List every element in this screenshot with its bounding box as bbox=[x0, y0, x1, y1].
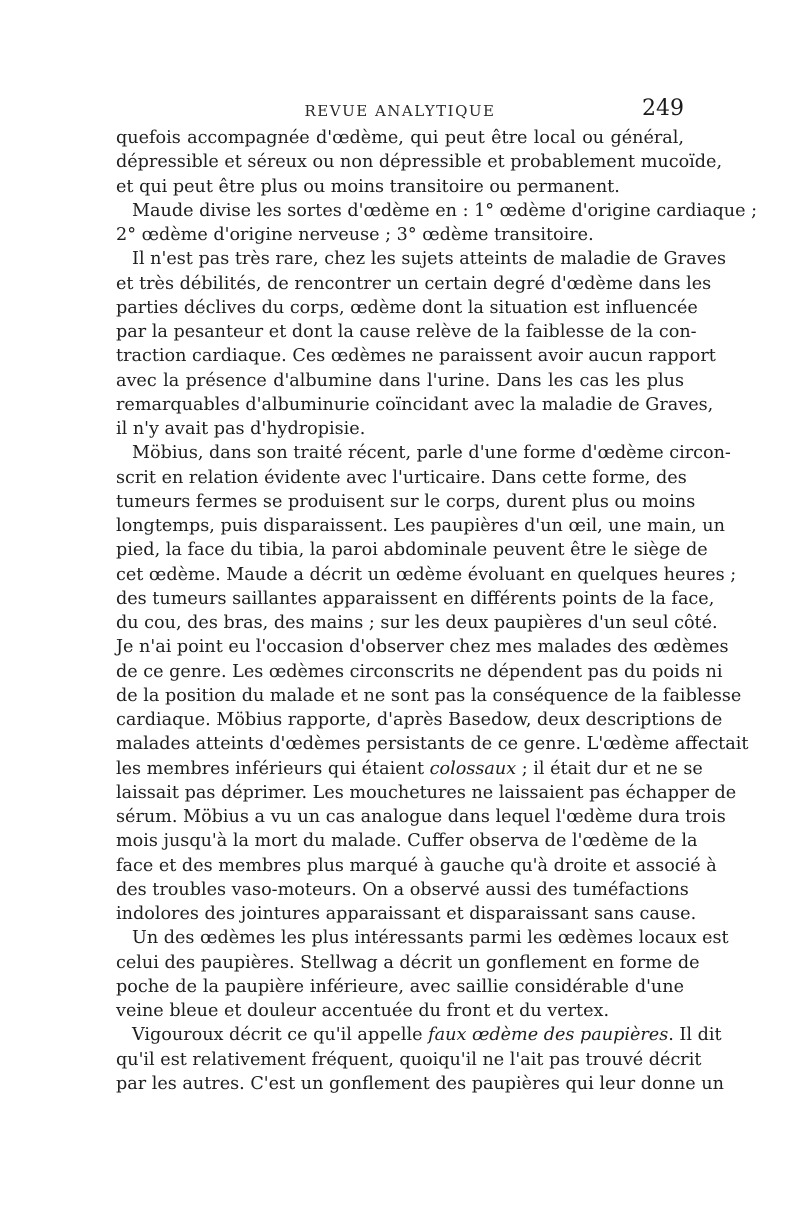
text-line: cardiaque. Möbius rapporte, d'après Basedow, deux descriptions de bbox=[116, 710, 723, 730]
text-line: Möbius, dans son traité récent, parle d'une forme d'œdème circon- bbox=[132, 443, 731, 464]
text-span: . Il dit bbox=[668, 1025, 722, 1046]
text-line: Un des œdèmes les plus intéressants parmi les œdèmes locaux est bbox=[132, 928, 729, 949]
text-line: scrit en relation évidente avec l'urticaire. Dans cette forme, des bbox=[116, 467, 687, 488]
running-head bbox=[116, 96, 684, 126]
text-line: Il n'est pas très rare, chez les sujets atteints de maladie de Graves bbox=[132, 249, 727, 270]
text-line: par les autres. C'est un gonflement des paupières qui leur donne un bbox=[116, 1073, 724, 1094]
text-line: des tumeurs saillantes apparaissent en différents points de la face, bbox=[116, 588, 715, 609]
text-line: sérum. Möbius a vu un cas analogue dans lequel l'œdème dura trois bbox=[116, 807, 726, 827]
page-number: 249 bbox=[642, 96, 684, 121]
text-line bbox=[116, 757, 703, 781]
text-line: celui des paupières. Stellwag a décrit un gonflement en forme de bbox=[116, 952, 700, 973]
text-line: remarquables d'albuminurie coïncidant avec la maladie de Graves, bbox=[116, 394, 714, 415]
text-line: de la position du malade et ne sont pas la conséquence de la faiblesse bbox=[116, 685, 742, 706]
text-line: mois jusqu'à la mort du malade. Cuffer observa de l'œdème de la bbox=[116, 831, 698, 852]
text-span: Vigouroux décrit ce qu'il appelle bbox=[132, 1025, 423, 1046]
text-line: 2° œdème d'origine nerveuse ; 3° œdème transitoire. bbox=[116, 225, 594, 245]
text-line: dépressible et séreux ou non dépressible et probablement mucoïde, bbox=[116, 152, 723, 173]
text-line: veine bleue et douleur accentuée du front et du vertex. bbox=[116, 1001, 610, 1021]
text-line: longtemps, puis disparaissent. Les paupières d'un œil, une main, un bbox=[116, 516, 725, 536]
body-text bbox=[116, 126, 758, 1096]
text-span: ; il était dur et ne se bbox=[516, 758, 703, 779]
text-line: cet œdème. Maude a décrit un œdème évoluant en quelques heures ; bbox=[116, 564, 737, 585]
text-line: de ce genre. Les œdèmes circonscrits ne dépendent pas du poids ni bbox=[116, 661, 723, 682]
text-line: tumeurs fermes se produisent sur le corps, durent plus ou moins bbox=[116, 491, 696, 512]
text-line: Maude divise les sortes d'œdème en : 1° œdème d'origine cardiaque ; bbox=[132, 200, 758, 221]
text-line: poche de la paupière inférieure, avec saillie considérable d'une bbox=[116, 976, 684, 997]
text-line: traction cardiaque. Ces œdèmes ne paraissent avoir aucun rapport bbox=[116, 346, 716, 367]
text-line: pied, la face du tibia, la paroi abdominale peuvent être le siège de bbox=[116, 540, 708, 561]
text-span: les membres inférieurs qui étaient bbox=[116, 758, 425, 779]
text-line: face et des membres plus marqué à gauche qu'à droite et associé à bbox=[116, 855, 717, 876]
text-line: malades atteints d'œdèmes persistants de ce genre. L'œdème affectait bbox=[116, 734, 749, 755]
italic-term: faux œdème des paupières bbox=[428, 1025, 669, 1046]
text-line: qu'il est relativement fréquent, quoiqu'il ne l'ait pas trouvé décrit bbox=[116, 1049, 702, 1070]
text-line: laissait pas déprimer. Les mouchetures ne laissaient pas échapper de bbox=[116, 782, 737, 803]
text-line: Je n'ai point eu l'occasion d'observer chez mes malades des œdèmes bbox=[116, 637, 729, 658]
text-line: quefois accompagnée d'œdème, qui peut être local ou général, bbox=[116, 128, 684, 148]
italic-term: colossaux bbox=[429, 758, 517, 779]
text-line: parties déclives du corps, œdème dont la situation est influencée bbox=[116, 297, 698, 318]
running-title: REVUE ANALYTIQUE bbox=[304, 102, 496, 120]
text-line: il n'y avait pas d'hydropisie. bbox=[116, 419, 366, 439]
text-line: indolores des jointures apparaissant et disparaissant sans cause. bbox=[116, 904, 697, 924]
text-line bbox=[116, 1023, 722, 1047]
text-line: par la pesanteur et dont la cause relève de la faiblesse de la con- bbox=[116, 322, 697, 342]
text-line: du cou, des bras, des mains ; sur les deux paupières d'un seul côté. bbox=[116, 613, 718, 633]
text-line: et qui peut être plus ou moins transitoire ou permanent. bbox=[116, 176, 620, 197]
text-line: et très débilités, de rencontrer un certain degré d'œdème dans les bbox=[116, 273, 712, 294]
text-line: des troubles vaso-moteurs. On a observé aussi des tuméfactions bbox=[116, 879, 689, 900]
text-line: avec la présence d'albumine dans l'urine. Dans les cas les plus bbox=[116, 370, 684, 391]
